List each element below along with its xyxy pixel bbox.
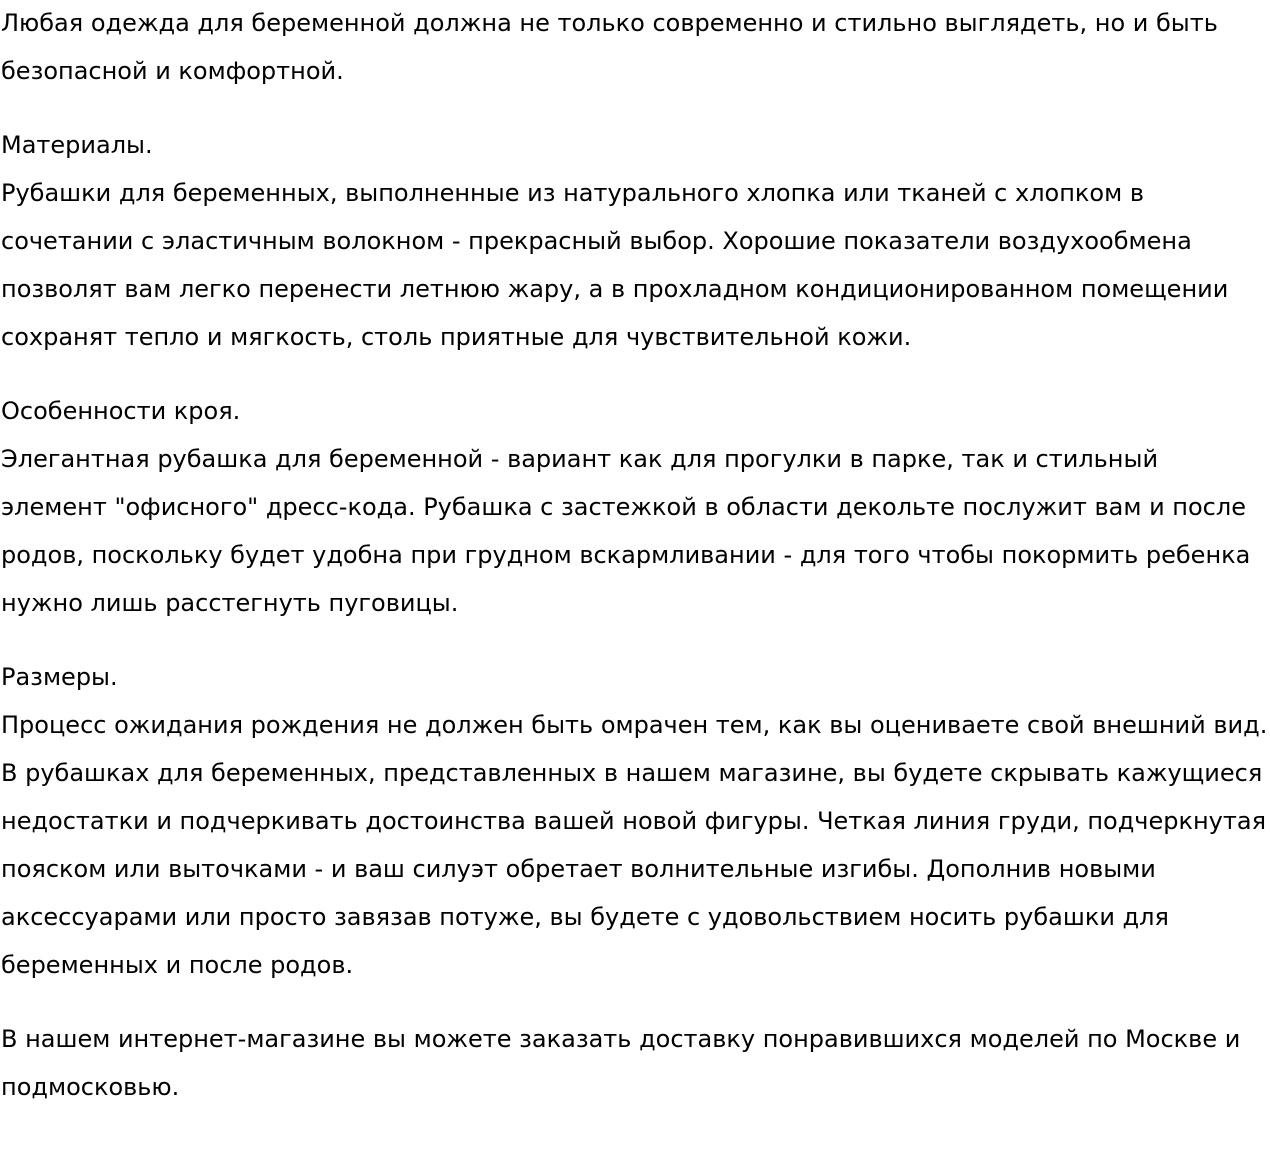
intro-paragraph: [1, 0, 1270, 95]
intro-text: Любая одежда для беременной должна не только современно и стильно выглядеть, но и быть безопасной и комфортной.: [1, 9, 1218, 85]
section-heading-sizes: Размеры.: [1, 663, 118, 691]
section-heading-cut: Особенности кроя.: [1, 397, 241, 425]
outro-text: В нашем интернет-магазине вы можете заказать доставку понравившихся моделей по Москве и подмосковью.: [1, 1025, 1241, 1101]
outro-paragraph: [1, 1015, 1270, 1111]
section-text-cut: Элегантная рубашка для беременной - вариант как для прогулки в парке, так и стильный элемент "офисного" дресс-кода. Рубашка с застежкой в области декольте послужит вам и после родов, поскольку будет удобна при грудном вскармливании - для того чтобы покормить ребенка нужно лишь расстегнуть пуговицы.: [1, 445, 1251, 617]
section-sizes: [1, 653, 1270, 989]
section-heading-materials: Материалы.: [1, 131, 153, 159]
section-text-materials: Рубашки для беременных, выполненные из натурального хлопка или тканей с хлопком в сочетании с эластичным волокном - прекрасный выбор. Хорошие показатели воздухообмена позволят вам легко перенести летнюю жару, а в прохладном кондиционированном помещении сохранят тепло и мягкость, столь приятные для чувствительной кожи.: [1, 179, 1229, 351]
section-cut: [1, 387, 1270, 627]
section-materials: [1, 121, 1270, 361]
section-text-sizes: Процесс ожидания рождения не должен быть омрачен тем, как вы оцениваете свой внешний вид. В рубашках для беременных, представленных в нашем магазине, вы будете скрывать кажущиеся недостатки и подчеркивать достоинства вашей новой фигуры. Четкая линия груди, подчеркнутая пояском или выточками - и ваш силуэт обретает волнительные изгибы. Дополнив новыми аксессуарами или просто завязав потуже, вы будете с удовольствием носить рубашки для беременных и после родов.: [1, 711, 1268, 979]
